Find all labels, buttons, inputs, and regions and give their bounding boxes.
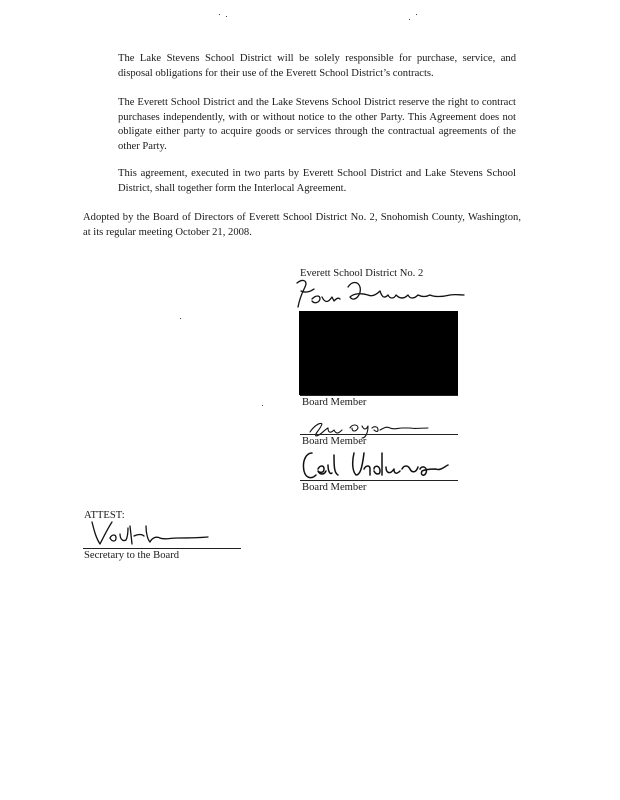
paragraph-execution: This agreement, executed in two parts by Everett School District and Lake Stevens School District, shall together form the Interlocal Agreement.	[118, 168, 516, 194]
scan-speck	[180, 318, 181, 319]
signature-1-icon	[292, 277, 472, 311]
scan-speck	[219, 14, 220, 15]
scan-speck	[416, 14, 417, 15]
adoption-statement: Adopted by the Board of Directors of Everett School District No. 2, Snohomish County, Washington, at its regular meeting October 21, 2008.	[83, 212, 521, 238]
board-member-title-2: Board Member	[302, 436, 367, 447]
paragraph-responsibility: The Lake Stevens School District will be solely responsible for purchase, service, and disposal obligations for their use of the Everett School District’s contracts.	[118, 53, 516, 79]
district-name: Everett School District No. 2	[300, 268, 424, 279]
secretary-signature-icon	[86, 518, 226, 548]
board-member-title-3: Board Member	[302, 482, 367, 493]
scan-speck	[262, 405, 263, 406]
scan-speck	[226, 16, 227, 17]
paragraph-independent-purchases: The Everett School District and the Lake Stevens School District reserve the right to contract purchases independently, with or without notice to the other Party. This Agreement does not obligate either party to acquire goods or services through the contractual agreements of the other Party.	[118, 97, 516, 152]
attest-heading: ATTEST:	[84, 510, 125, 521]
board-member-title-1: Board Member	[302, 397, 367, 408]
scan-speck	[409, 19, 410, 20]
secretary-title: Secretary to the Board	[84, 550, 180, 561]
signature-3-icon	[298, 447, 458, 483]
redacted-signature	[299, 311, 458, 395]
